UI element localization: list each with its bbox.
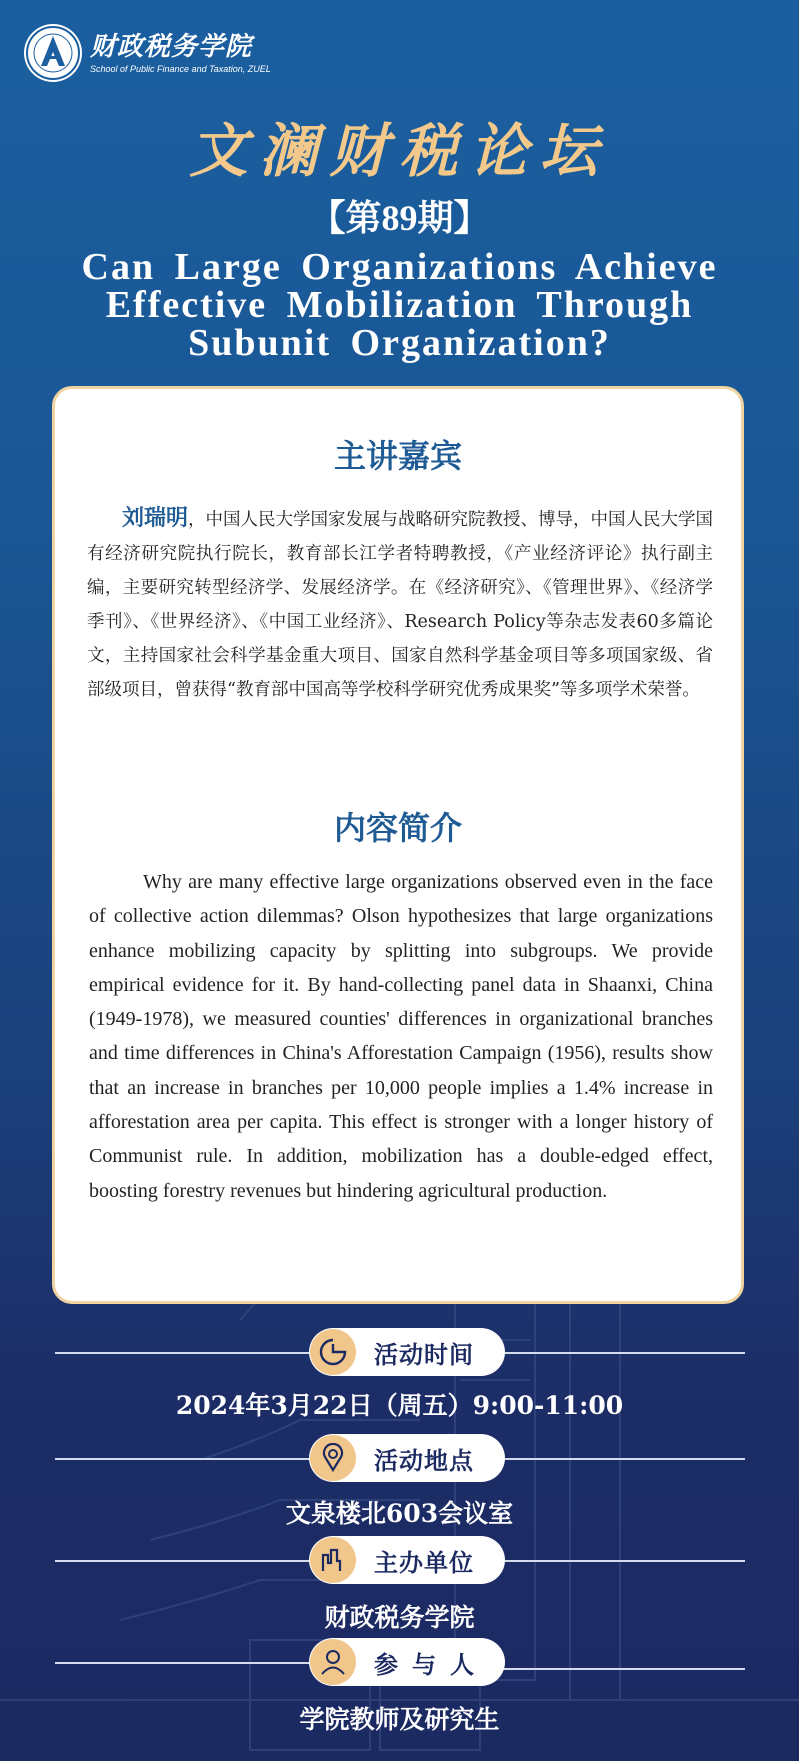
organizer-value: 财政税务学院 xyxy=(324,1603,475,1632)
participants-value: 学院教师及研究生 xyxy=(299,1705,500,1734)
info-location xyxy=(0,1434,799,1484)
participants-label: 参与人 xyxy=(374,1649,488,1679)
speaker-bio xyxy=(87,501,713,707)
location-label: 活动地点 xyxy=(374,1445,474,1475)
speaker-bio-text: ，中国人民大学国家发展与战略研究院教授、博导，中国人民大学国有经济研究院执行院长，教育部长江学者特聘教授，《产业经济评论》执行副主编，主要研究转型经济学、发展经济学。在《经济研究》、《管理世界》、《经济学季刊》、《世界经济》、《中国工业经济》、Research Policy等杂志发表60多篇论文，主持国家社会科学基金重大项目、国家自然科学基金项目等多项国家级、省部级项目，曾获得“教育部中国高等学校科学研究优秀成果奖”等多项学术荣誉。 xyxy=(87,510,714,700)
school-seal-icon xyxy=(24,24,82,82)
abstract-text: Why are many effective large organizations observed even in the face of collective action dilemmas? Olson hypothesizes that large organizations enhance mobilizing capacity by splitting into subgroups. We provide empirical evidence for it. By hand-collecting panel data in Shaanxi, China (1949-1978), we measured counties' differences in organizational branches and time differences in China's Afforestation Campaign (1956), results show that an increase in branches per 10,000 people implies a 1.4% increase in afforestation area per capita. This effect is stronger with a longer history of Communist rule. In addition, mobilization has a double-edged effect, boosting forestry revenues but hindering agricultural production. xyxy=(89,871,713,1202)
person-icon xyxy=(310,1639,356,1685)
participants-pill xyxy=(309,1638,505,1686)
time-value: 2024年3月22日（周五）9:00-11:00 xyxy=(175,1391,624,1420)
time-pill xyxy=(309,1328,505,1376)
content-card xyxy=(52,386,744,1304)
forum-title: 文澜财税论坛 xyxy=(189,117,610,185)
clock-icon xyxy=(310,1329,356,1375)
divider-line xyxy=(55,1662,315,1664)
issue-number: 【第89期】 xyxy=(309,198,490,238)
location-pill xyxy=(309,1434,505,1482)
divider-line xyxy=(500,1458,745,1460)
divider-line xyxy=(55,1352,315,1354)
divider-line xyxy=(500,1668,745,1670)
organizer-label: 主办单位 xyxy=(374,1547,474,1577)
info-time xyxy=(0,1328,799,1378)
location-value: 文泉楼北603会议室 xyxy=(285,1499,514,1528)
talk-title: Can Large Organizations Achieve Effective Mobilization Through Subunit Organization? xyxy=(81,246,718,364)
school-logo xyxy=(24,24,271,82)
divider-line xyxy=(500,1560,745,1562)
location-pin-icon xyxy=(310,1435,356,1481)
speaker-heading: 主讲嘉宾 xyxy=(333,437,462,475)
divider-line xyxy=(55,1560,315,1562)
info-participants xyxy=(0,1638,799,1688)
intro-heading: 内容简介 xyxy=(333,809,462,847)
speaker-name: 刘瑞明 xyxy=(122,505,189,531)
school-name-cn: 财政税务学院 xyxy=(90,32,253,62)
divider-line xyxy=(500,1352,745,1354)
school-name-en: School of Public Finance and Taxation, ZUEL xyxy=(90,64,271,74)
building-icon xyxy=(310,1537,356,1583)
divider-line xyxy=(55,1458,315,1460)
organizer-pill xyxy=(309,1536,505,1584)
time-label: 活动时间 xyxy=(374,1339,474,1369)
info-organizer xyxy=(0,1536,799,1586)
